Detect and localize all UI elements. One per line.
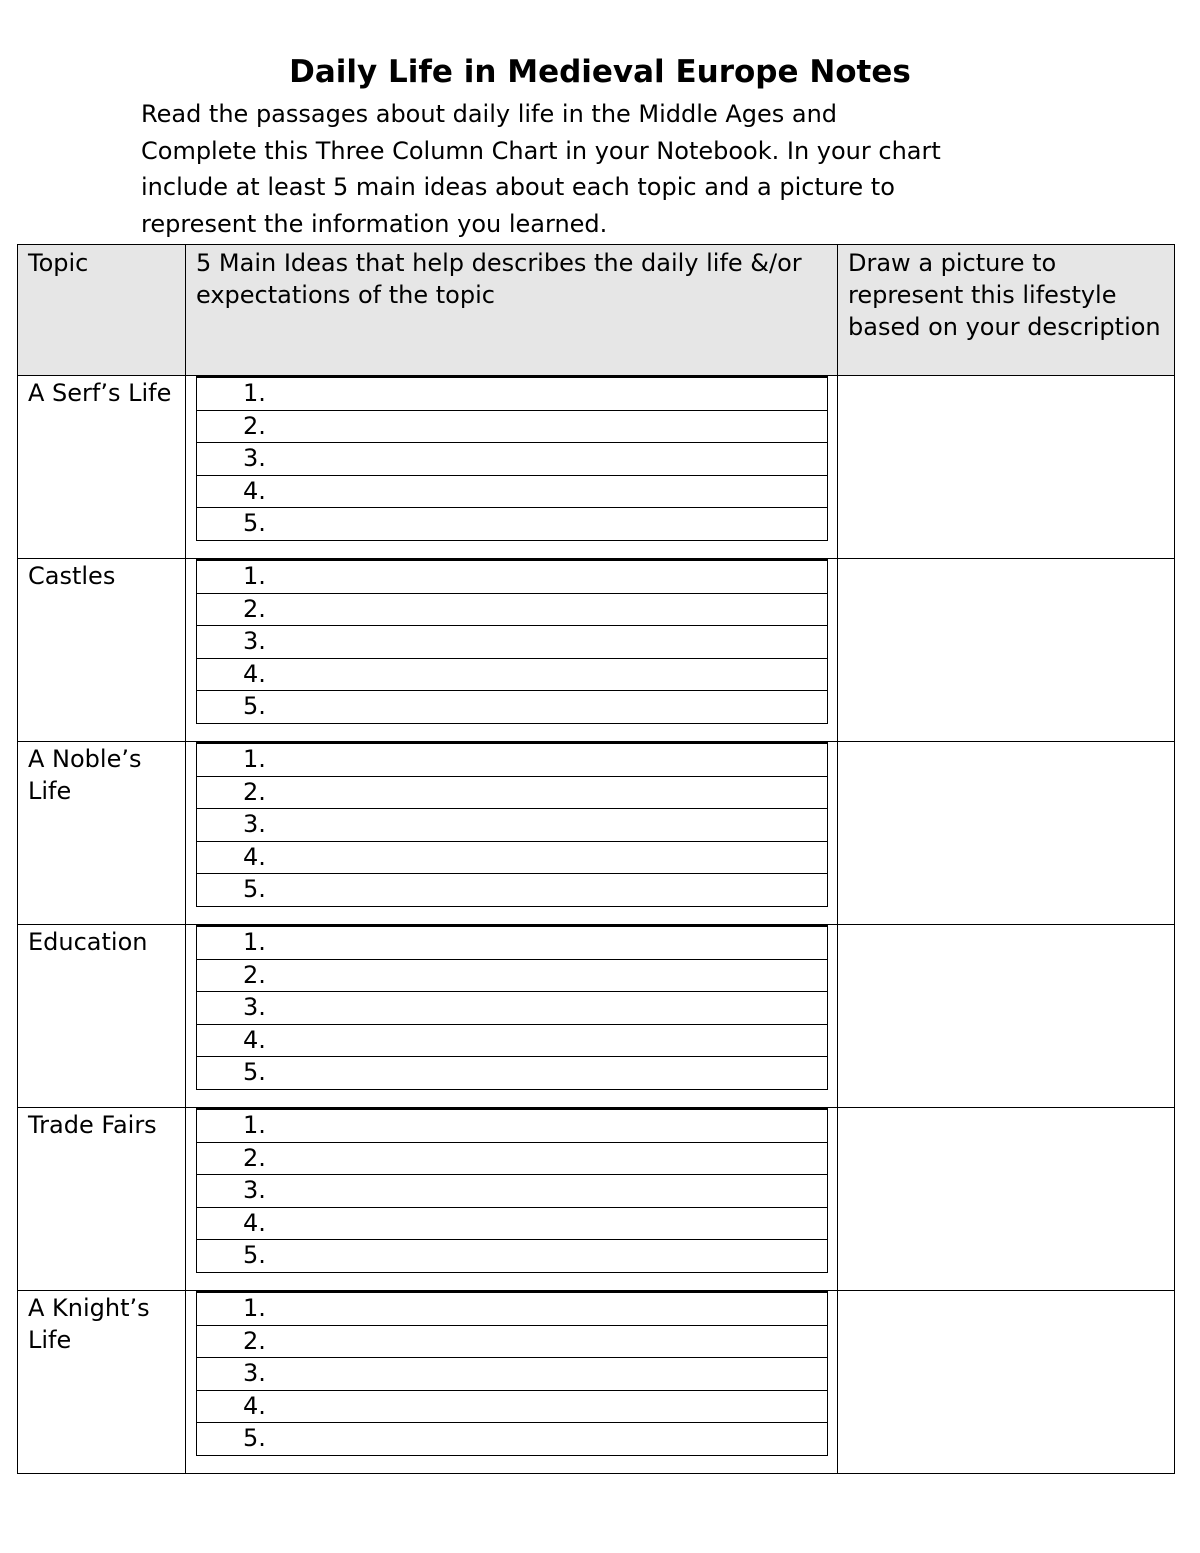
idea-line[interactable]: 5.: [243, 1424, 266, 1452]
table-row: [18, 742, 1175, 925]
idea-line[interactable]: 1.: [197, 378, 827, 411]
idea-line[interactable]: 2.: [197, 960, 827, 993]
idea-line[interactable]: 5.: [243, 875, 266, 903]
instructions: [141, 96, 1101, 242]
main-ideas-cell: [186, 925, 838, 1108]
idea-line[interactable]: 2.: [197, 1143, 827, 1176]
numbered-lines: [196, 742, 828, 907]
main-ideas-cell: [186, 742, 838, 925]
topic-cell: A Serf’s Life: [18, 376, 186, 559]
idea-line[interactable]: 4.: [197, 842, 827, 875]
idea-line[interactable]: 3.: [197, 1175, 827, 1208]
header-topic: Topic: [18, 245, 186, 376]
idea-line[interactable]: 4.: [197, 659, 827, 692]
picture-cell[interactable]: [838, 1291, 1175, 1474]
idea-line[interactable]: 4.: [197, 1208, 827, 1241]
numbered-lines: [196, 376, 828, 541]
three-column-chart: [17, 244, 1175, 1474]
idea-line[interactable]: 2.: [197, 594, 827, 627]
numbered-lines: [196, 925, 828, 1090]
main-ideas-cell: [186, 376, 838, 559]
numbered-lines: [196, 1108, 828, 1273]
picture-cell[interactable]: [838, 742, 1175, 925]
idea-line[interactable]: 1.: [197, 1110, 827, 1143]
picture-cell[interactable]: [838, 559, 1175, 742]
picture-cell[interactable]: [838, 376, 1175, 559]
topic-cell: Castles: [18, 559, 186, 742]
table-row: [18, 1291, 1175, 1474]
topic-cell: A Knight’s Life: [18, 1291, 186, 1474]
idea-line[interactable]: 1.: [197, 1293, 827, 1326]
instructions-line: represent the information you learned.: [141, 209, 608, 238]
idea-line[interactable]: 3.: [197, 1358, 827, 1391]
numbered-lines: [196, 1291, 828, 1456]
idea-line[interactable]: 5.: [243, 1241, 266, 1269]
numbered-lines: [196, 559, 828, 724]
table-row: [18, 1108, 1175, 1291]
idea-line[interactable]: 1.: [197, 927, 827, 960]
page-title: Daily Life in Medieval Europe Notes: [289, 54, 911, 90]
idea-line[interactable]: 2.: [197, 1326, 827, 1359]
topic-cell: A Noble’s Life: [18, 742, 186, 925]
idea-line[interactable]: 3.: [197, 992, 827, 1025]
topic-cell: Trade Fairs: [18, 1108, 186, 1291]
idea-line[interactable]: 4.: [197, 476, 827, 509]
idea-line[interactable]: 5.: [243, 692, 266, 720]
instructions-line: include at least 5 main ideas about each topic and a picture to: [141, 173, 895, 201]
main-ideas-cell: [186, 559, 838, 742]
instructions-line: Read the passages about daily life in the Middle Ages and: [141, 100, 838, 128]
main-ideas-cell: [186, 1108, 838, 1291]
idea-line[interactable]: 5.: [243, 1058, 266, 1086]
idea-line[interactable]: 3.: [197, 809, 827, 842]
idea-line[interactable]: 5.: [243, 509, 266, 537]
idea-line[interactable]: 4.: [197, 1391, 827, 1424]
picture-cell[interactable]: [838, 925, 1175, 1108]
idea-line[interactable]: 2.: [197, 777, 827, 810]
idea-line[interactable]: 1.: [197, 561, 827, 594]
table-row: [18, 559, 1175, 742]
header-picture: Draw a picture to represent this lifestyle based on your description: [838, 245, 1175, 376]
main-ideas-cell: [186, 1291, 838, 1474]
picture-cell[interactable]: [838, 1108, 1175, 1291]
topic-cell: Education: [18, 925, 186, 1108]
idea-line[interactable]: 1.: [197, 744, 827, 777]
table-row: [18, 925, 1175, 1108]
idea-line[interactable]: 3.: [197, 626, 827, 659]
header-row: [18, 245, 1175, 376]
header-main-ideas: 5 Main Ideas that help describes the daily life &/or expectations of the topic: [186, 245, 838, 376]
idea-line[interactable]: 4.: [197, 1025, 827, 1058]
idea-line[interactable]: 3.: [197, 443, 827, 476]
idea-line[interactable]: 2.: [197, 411, 827, 444]
instructions-line: Complete this Three Column Chart in your Notebook. In your chart: [141, 136, 941, 165]
table-row: [18, 376, 1175, 559]
